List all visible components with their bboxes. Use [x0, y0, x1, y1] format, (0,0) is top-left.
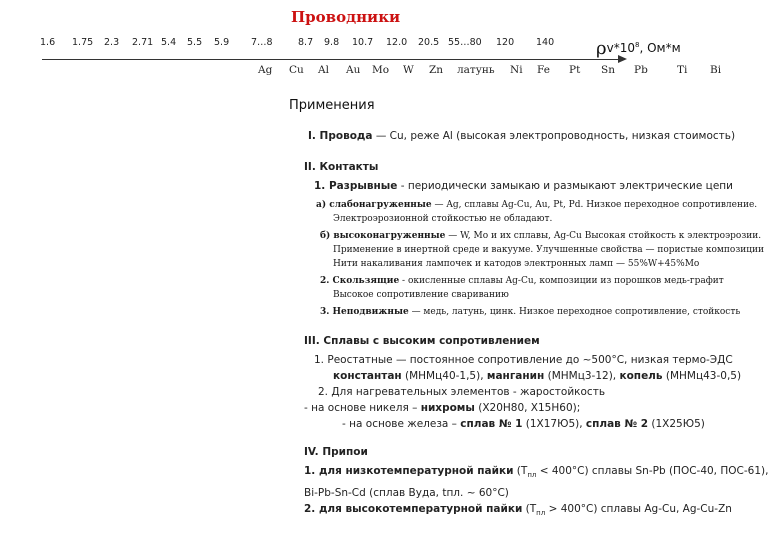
- metal-label: Ag: [258, 64, 273, 76]
- solders-low-temp-note: Bi-Pb-Sn-Cd (сплав Вуда, tпл. ~ 60°С): [304, 487, 509, 499]
- contacts-fixed: 3. Неподвижные — медь, латунь, цинк. Низкое переходное сопротивление, стойкость: [320, 307, 741, 317]
- scale-tick: 5.4: [161, 37, 177, 48]
- applications-heading: Применения: [289, 98, 375, 113]
- section-contacts-heading: II. Контакты: [304, 161, 379, 173]
- solders-low-temp: 1. для низкотемпературной пайки $(T_{пл} < 400^\circ С)$ сплавы Sn-Pb (ПОС-40, ПОС-61),: [304, 465, 768, 480]
- alloys-rheostat-list: константан (МНМц40-1,5), манганин (МНМц3-12), копель (МНМц43-0,5): [333, 370, 742, 382]
- alloys-iron: - на основе железа – сплав № 1 (1Х17Ю5), сплав № 2 (1Х25Ю5): [342, 418, 705, 430]
- metal-label: Sn: [601, 64, 615, 76]
- metal-label: Cu: [289, 64, 304, 76]
- scale-tick: 1.75: [72, 37, 94, 48]
- scale-axis-line: [42, 59, 622, 60]
- scale-tick: 120: [496, 37, 515, 48]
- metal-label: Pb: [634, 64, 648, 76]
- section-solders-heading: IV. Припои: [304, 446, 368, 458]
- slide-title: Проводники: [291, 8, 401, 26]
- scale-arrow-icon: [618, 55, 627, 63]
- scale-tick: 8.7: [298, 37, 314, 48]
- scale-tick: 10.7: [352, 37, 374, 48]
- contacts-sliding-note: Высокое сопротивление свариванию: [333, 290, 509, 300]
- contacts-heavy-load-note: Применение в инертной среде и вакууме. Улучшенные свойства — пористые композиции: [333, 245, 765, 255]
- alloys-heating: 2. Для нагревательных элементов - жаростойкость: [318, 386, 606, 398]
- metal-label: латунь: [457, 64, 495, 76]
- scale-tick: 20.5: [418, 37, 440, 48]
- section-alloys-heading: III. Сплавы с высоким сопротивлением: [304, 335, 540, 347]
- metal-label: Zn: [429, 64, 444, 76]
- contacts-breaking: 1. Разрывные - периодически замыкаю и размыкают электрические цепи: [314, 180, 733, 192]
- scale-tick: 5.9: [214, 37, 230, 48]
- scale-tick: 55…80: [448, 37, 482, 48]
- solders-high-temp: 2. для высокотемпературной пайки $(T_{пл} > 400^\circ С)$ сплавы Ag-Cu, Ag-Cu-Zn: [304, 503, 732, 518]
- metal-label: Ti: [677, 64, 688, 76]
- contacts-heavy-load: б) высоконагруженные — W, Mo и их сплавы, Ag-Cu Высокая стойкость к электроэрозии.: [320, 231, 762, 241]
- metal-label: Bi: [710, 64, 722, 76]
- contacts-light-load-note: Электроэрозионной стойкостью не обладают.: [333, 214, 553, 224]
- section-wires: I. Провода — Cu, реже Al (высокая электропроводность, низкая стоимость): [308, 130, 736, 142]
- metal-label: W: [403, 64, 414, 76]
- metal-label: Mo: [372, 64, 390, 76]
- metal-label: Pt: [569, 64, 581, 76]
- contacts-light-load: а) слабонагруженные — Ag, сплавы Ag-Cu, Au, Pt, Pd. Низкое переходное сопротивление.: [316, 200, 758, 210]
- scale-tick: 7…8: [251, 37, 273, 48]
- scale-tick: 2.3: [104, 37, 120, 48]
- scale-tick: 5.5: [187, 37, 203, 48]
- alloys-rheostat: 1. Реостатные — постоянное сопротивление до ~500°С, низкая термо-ЭДС: [314, 354, 733, 366]
- scale-tick: 12.0: [386, 37, 408, 48]
- scale-tick: 2.71: [132, 37, 154, 48]
- metal-label: Ni: [510, 64, 523, 76]
- metal-label: Al: [318, 64, 329, 76]
- scale-tick: 1.6: [40, 37, 56, 48]
- resistivity-unit-label: $\rho v*10^8$, Ом*м: [596, 38, 681, 59]
- metal-label: Au: [346, 64, 361, 76]
- alloys-nickel: - на основе никеля – нихромы (Х20Н80, Х15Н60);: [304, 402, 581, 414]
- scale-tick: 9.8: [324, 37, 340, 48]
- metal-label: Fe: [537, 64, 550, 76]
- contacts-sliding: 2. Скользящие - окисленные сплавы Ag-Cu, композиции из порошков медь-графит: [320, 276, 724, 286]
- contacts-heavy-load-note: Нити накаливания лампочек и катодов электронных ламп — 55%W+45%Mo: [333, 259, 700, 269]
- scale-tick: 140: [536, 37, 555, 48]
